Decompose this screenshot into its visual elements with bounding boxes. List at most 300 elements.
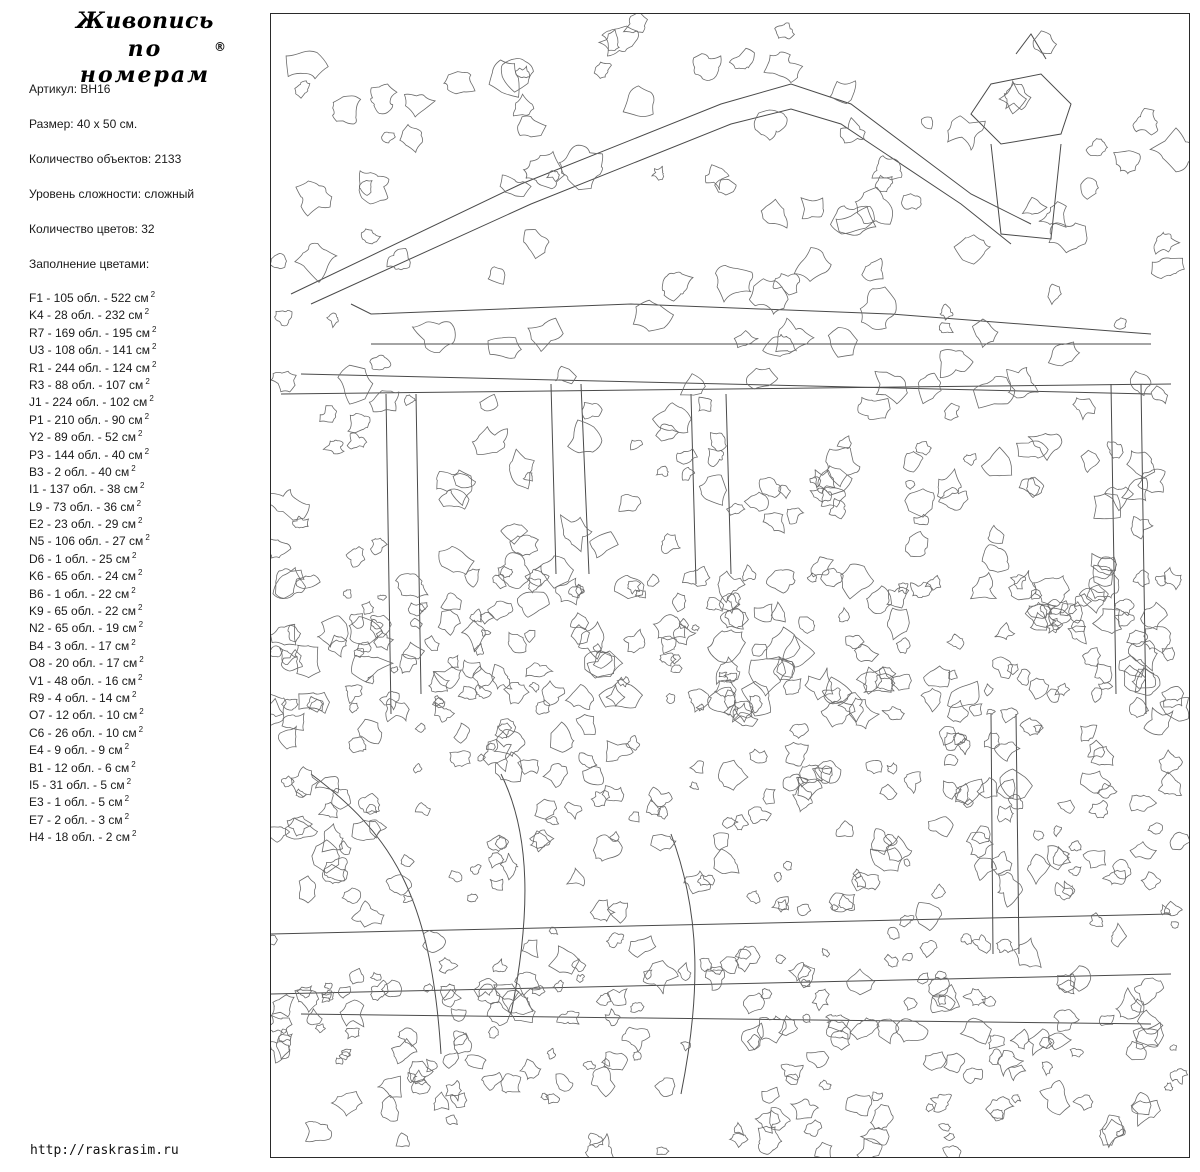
area-unit-exponent: 2 [151,324,157,334]
contour-region [1054,1010,1079,1032]
contour-region [546,1094,560,1104]
contour-region [939,487,968,510]
contour-region [904,772,921,794]
contour-region [1088,740,1105,757]
contour-region [829,498,845,518]
contour-region [984,684,993,696]
contour-region [1055,683,1070,695]
contour-region [763,334,797,356]
contour-region [554,980,564,992]
contour-region [510,449,535,489]
contour-region [812,989,829,1010]
contour-region [964,799,973,808]
contour-region [708,630,746,663]
contour-region [296,181,332,216]
contour-region [911,582,932,597]
contour-region [566,685,594,710]
contour-region [925,575,940,590]
article-number: Артикул: ВН16 [29,82,111,96]
contour-region [501,1074,521,1093]
contour-region [517,592,549,617]
contour-region [615,575,644,598]
contour-region [278,727,296,750]
contour-region [446,1081,462,1102]
contour-region [297,986,311,998]
contour-region [676,448,697,464]
contour-region [931,1094,952,1112]
contour-region [1059,980,1074,994]
contour-region [518,116,546,137]
contour-region [513,94,534,116]
contour-region [906,480,915,489]
contour-region [475,685,491,699]
contour-region [413,764,422,774]
contour-region [318,802,337,817]
contour-region [867,586,892,614]
contour-region [286,51,328,79]
contour-region [781,1064,803,1080]
color-fill-item [29,481,156,498]
contour-region [899,583,908,594]
contour-region [862,258,883,281]
contour-region [906,532,928,557]
contour-region [346,685,363,704]
contour-region [465,1055,486,1069]
contour-region [434,1092,449,1110]
contour-region [425,636,439,651]
color-fill-item [29,412,156,429]
color-fill-text: B4 - 3 обл. - 17 см [29,638,130,653]
contour-region [296,789,306,797]
contour-region [1151,258,1184,279]
contour-drawing [271,14,1189,1157]
website-link[interactable]: http://raskrasim.ru [30,1143,179,1158]
contour-region [1151,386,1167,404]
contour-region [660,653,676,666]
contour-region [594,62,611,78]
contour-region [295,645,320,677]
color-fill-item [29,777,156,794]
contour-region [531,831,550,849]
contour-region [822,766,832,775]
color-fill-text: I1 - 137 обл. - 38 см [29,482,138,497]
contour-region [775,23,795,39]
contour-region [1068,626,1087,644]
contour-region [861,1127,889,1145]
contour-region [622,1027,650,1052]
contour-region [787,508,803,524]
contour-region [1012,1095,1021,1103]
contour-region [359,171,389,204]
contour-region [1162,648,1175,661]
color-fill-text: F1 - 105 обл. - 522 см [29,291,149,305]
contour-region [1171,922,1178,929]
contour-region [271,490,309,521]
contour-region [276,569,304,598]
contour-region [366,804,376,814]
contour-region [1159,750,1182,774]
contour-region [1028,854,1050,884]
color-fill-item [29,290,156,307]
contour-region [448,656,458,668]
color-fill-text: E3 - 1 обл. - 5 см [29,795,123,810]
contour-region [693,54,721,81]
contour-region [1048,1033,1071,1050]
contour-region [744,492,768,511]
contour-region [810,488,831,502]
contour-region [1009,1065,1026,1080]
contour-region [699,397,712,411]
contour-region [725,609,748,628]
contour-region [1114,318,1126,329]
registered-mark-icon: ® [214,40,226,54]
contour-region [797,778,823,801]
contour-region [607,902,627,924]
color-fill-text: U3 - 108 обл. - 141 см [29,343,150,358]
contour-region [318,616,349,647]
contour-region [381,1095,399,1121]
contour-region [532,986,545,996]
contour-region [1128,641,1157,671]
color-fill-item [29,325,156,342]
contour-region [1063,881,1075,896]
contour-region [948,681,980,707]
contour-region [608,989,627,1006]
contour-region [840,118,865,143]
color-fill-text: E7 - 2 обл. - 3 см [29,812,123,827]
contour-region [993,657,1013,679]
contour-region [977,778,997,798]
contour-region [904,859,910,866]
contour-region [846,635,864,648]
area-unit-exponent: 2 [124,742,130,752]
contour-region [629,812,639,822]
contour-region [998,806,1014,822]
contour-region [720,957,737,974]
contour-region [495,837,508,849]
area-unit-exponent: 2 [144,307,150,317]
contour-region [1113,859,1131,879]
contour-region [791,1099,818,1119]
contour-region [819,1080,831,1090]
contour-region [790,724,809,739]
contour-region [504,682,529,704]
contour-region [982,996,996,1006]
contour-region [794,248,831,282]
contour-region [306,1121,332,1141]
brand-logo [60,8,230,88]
contour-region [984,733,999,749]
contour-region [480,613,494,625]
contour-region [939,323,953,333]
contour-region [1155,576,1165,586]
contour-region [569,585,582,598]
contour-region [944,1133,954,1140]
contour-region [271,935,277,945]
contour-region [1089,800,1108,817]
contour-region [785,742,808,766]
contour-region [970,704,982,716]
contour-region [1054,826,1062,837]
contour-region [948,116,986,150]
contour-region [320,406,337,423]
contour-region [339,841,351,855]
contour-region [624,629,645,653]
area-unit-exponent: 2 [151,359,157,369]
contour-region [454,1031,467,1045]
contour-region [350,614,364,629]
contour-region [285,818,317,839]
contour-region [451,1009,466,1022]
contour-region [1102,1115,1125,1147]
contour-region [275,310,292,325]
brand-title-line2: по номерам [79,36,211,88]
contour-region [371,538,388,555]
contour-region [690,782,699,790]
contour-region [343,590,351,599]
contour-region [408,603,425,616]
contour-region [536,700,550,714]
area-unit-exponent: 2 [131,637,136,647]
contour-region [635,590,646,598]
contour-region [826,1021,850,1040]
contour-region [345,1028,359,1039]
contour-region [442,989,461,1007]
contour-region [316,1024,326,1033]
contour-region [872,156,902,180]
contour-region [666,694,675,704]
colors-count: Количество цветов: 32 [29,222,155,236]
contour-region [860,287,896,329]
contour-region [593,644,601,654]
contour-region [797,904,810,916]
color-fill-item [29,812,156,829]
contour-region [822,949,830,957]
contour-region [896,1019,928,1042]
contour-region [606,741,633,762]
contour-region [692,625,699,631]
contour-region [714,849,739,874]
contour-region [427,1059,438,1071]
area-unit-exponent: 2 [126,776,132,786]
contour-region [468,894,478,902]
contour-region [559,145,602,190]
color-fill-text: K4 - 28 обл. - 232 см [29,308,143,323]
contour-region [591,1066,615,1097]
color-fill-text: O7 - 12 обл. - 10 см [29,708,138,723]
contour-region [854,644,878,661]
contour-region [988,525,1004,543]
contour-region [918,973,929,984]
contour-region [327,313,339,327]
contour-region [454,1033,472,1054]
contour-region [623,86,654,117]
color-fill-item [29,499,156,516]
contour-region [361,229,380,244]
contour-region [1069,841,1081,851]
contour-region [800,765,823,783]
contour-region [938,469,962,498]
contour-region [884,954,898,967]
contour-region [1130,842,1156,859]
contour-region [602,26,638,56]
contour-region [972,319,998,347]
color-fill-item [29,568,156,585]
contour-region [647,574,659,586]
area-unit-exponent: 2 [137,516,143,526]
contour-region [433,667,461,689]
contour-region [271,646,283,657]
contour-region [1081,178,1099,199]
contour-region [443,1053,458,1069]
contour-region [522,940,538,958]
contour-region [438,610,460,635]
contour-region [1130,795,1157,811]
contour-region [1164,1083,1172,1091]
contour-region [877,1019,899,1044]
contour-region [643,961,678,995]
contour-region [1114,612,1134,626]
contour-region [763,513,784,534]
contour-region [880,784,897,799]
contour-region [628,581,641,594]
contour-region [956,779,984,805]
contour-region [1092,688,1102,703]
contour-region [671,665,682,673]
contour-region [392,1039,417,1064]
contour-region [555,366,576,384]
contour-region [991,1110,1004,1120]
color-fill-item [29,725,156,742]
contour-region [587,653,615,678]
contour-region [786,1074,798,1085]
contour-region [783,636,815,667]
contour-region [943,781,961,799]
contour-region [501,524,528,545]
contour-region [500,853,518,880]
contour-region [271,827,290,842]
contour-region [1115,599,1135,616]
contour-region [528,318,563,351]
color-fill-item [29,673,156,690]
color-fill-text: B6 - 1 обл. - 22 см [29,586,130,601]
contour-region [1073,398,1095,420]
contour-region [1029,678,1049,699]
contour-region [446,1115,458,1125]
contour-region [370,355,391,370]
contour-region [982,545,1009,572]
contour-region [1111,923,1126,947]
contour-region [525,566,549,586]
color-fill-item [29,429,156,446]
area-unit-exponent: 2 [149,394,154,404]
color-fill-text: R7 - 169 обл. - 195 см [29,325,150,340]
contour-region [821,568,844,587]
contour-region [921,117,932,129]
contour-region [1127,451,1155,478]
contour-region [500,566,512,577]
area-unit-exponent: 2 [137,672,143,682]
contour-region [617,677,629,687]
area-unit-exponent: 2 [131,759,136,769]
color-fill-item [29,342,156,359]
contour-region [415,803,430,816]
color-fill-text: L9 - 73 обл. - 36 см [29,499,135,514]
area-unit-exponent: 2 [124,794,130,804]
contour-region [904,452,923,473]
color-fill-text: Y2 - 89 обл. - 52 см [29,430,136,445]
contour-region [1017,669,1030,685]
contour-region [271,253,287,268]
contour-region [870,848,902,871]
contour-region [577,974,585,982]
contour-region [713,833,728,850]
color-fill-text: V1 - 48 обл. - 16 см [29,673,136,688]
contour-region [474,643,484,655]
contour-region [1073,1095,1093,1110]
contour-region [921,688,941,711]
contour-region [488,337,521,358]
contour-region [729,48,754,69]
contour-region [489,1027,499,1039]
contour-region [807,1052,829,1068]
color-fill-item [29,360,156,377]
area-unit-exponent: 2 [144,411,150,421]
contour-region [281,650,302,671]
color-fill-item [29,394,156,411]
contour-region [454,723,470,743]
contour-region [734,331,758,348]
contour-region [887,763,897,774]
contour-region [1086,138,1107,155]
contour-region [487,1002,511,1026]
contour-region [340,1000,364,1027]
contour-region [583,767,604,785]
contour-region [547,1048,555,1059]
contour-region [837,436,851,449]
color-fill-text: R3 - 88 обл. - 107 см [29,377,144,392]
contour-region [1131,517,1153,539]
contour-region [332,1092,363,1116]
contour-region [523,473,532,481]
color-fill-item [29,655,156,672]
contour-region [576,715,595,735]
contour-region [1020,718,1042,736]
contour-region [1040,1080,1070,1115]
contour-region [764,52,803,82]
contour-region [404,395,415,406]
contour-region [349,737,366,753]
area-unit-exponent: 2 [131,829,137,839]
area-unit-exponent: 2 [138,620,144,630]
contour-region [624,14,648,33]
contour-region [590,532,618,558]
contour-region [604,1052,628,1070]
contour-region [591,790,609,806]
contour-region [271,1042,290,1063]
color-fill-item [29,464,156,481]
contour-region [997,939,1013,952]
contour-region [943,1146,961,1157]
contour-region [374,631,394,650]
contour-region [1010,1029,1029,1049]
contour-region [371,973,382,981]
contour-region [282,713,304,730]
contour-region [903,953,913,960]
contour-region [905,489,935,517]
contour-region [282,699,298,710]
contour-region [370,820,387,838]
